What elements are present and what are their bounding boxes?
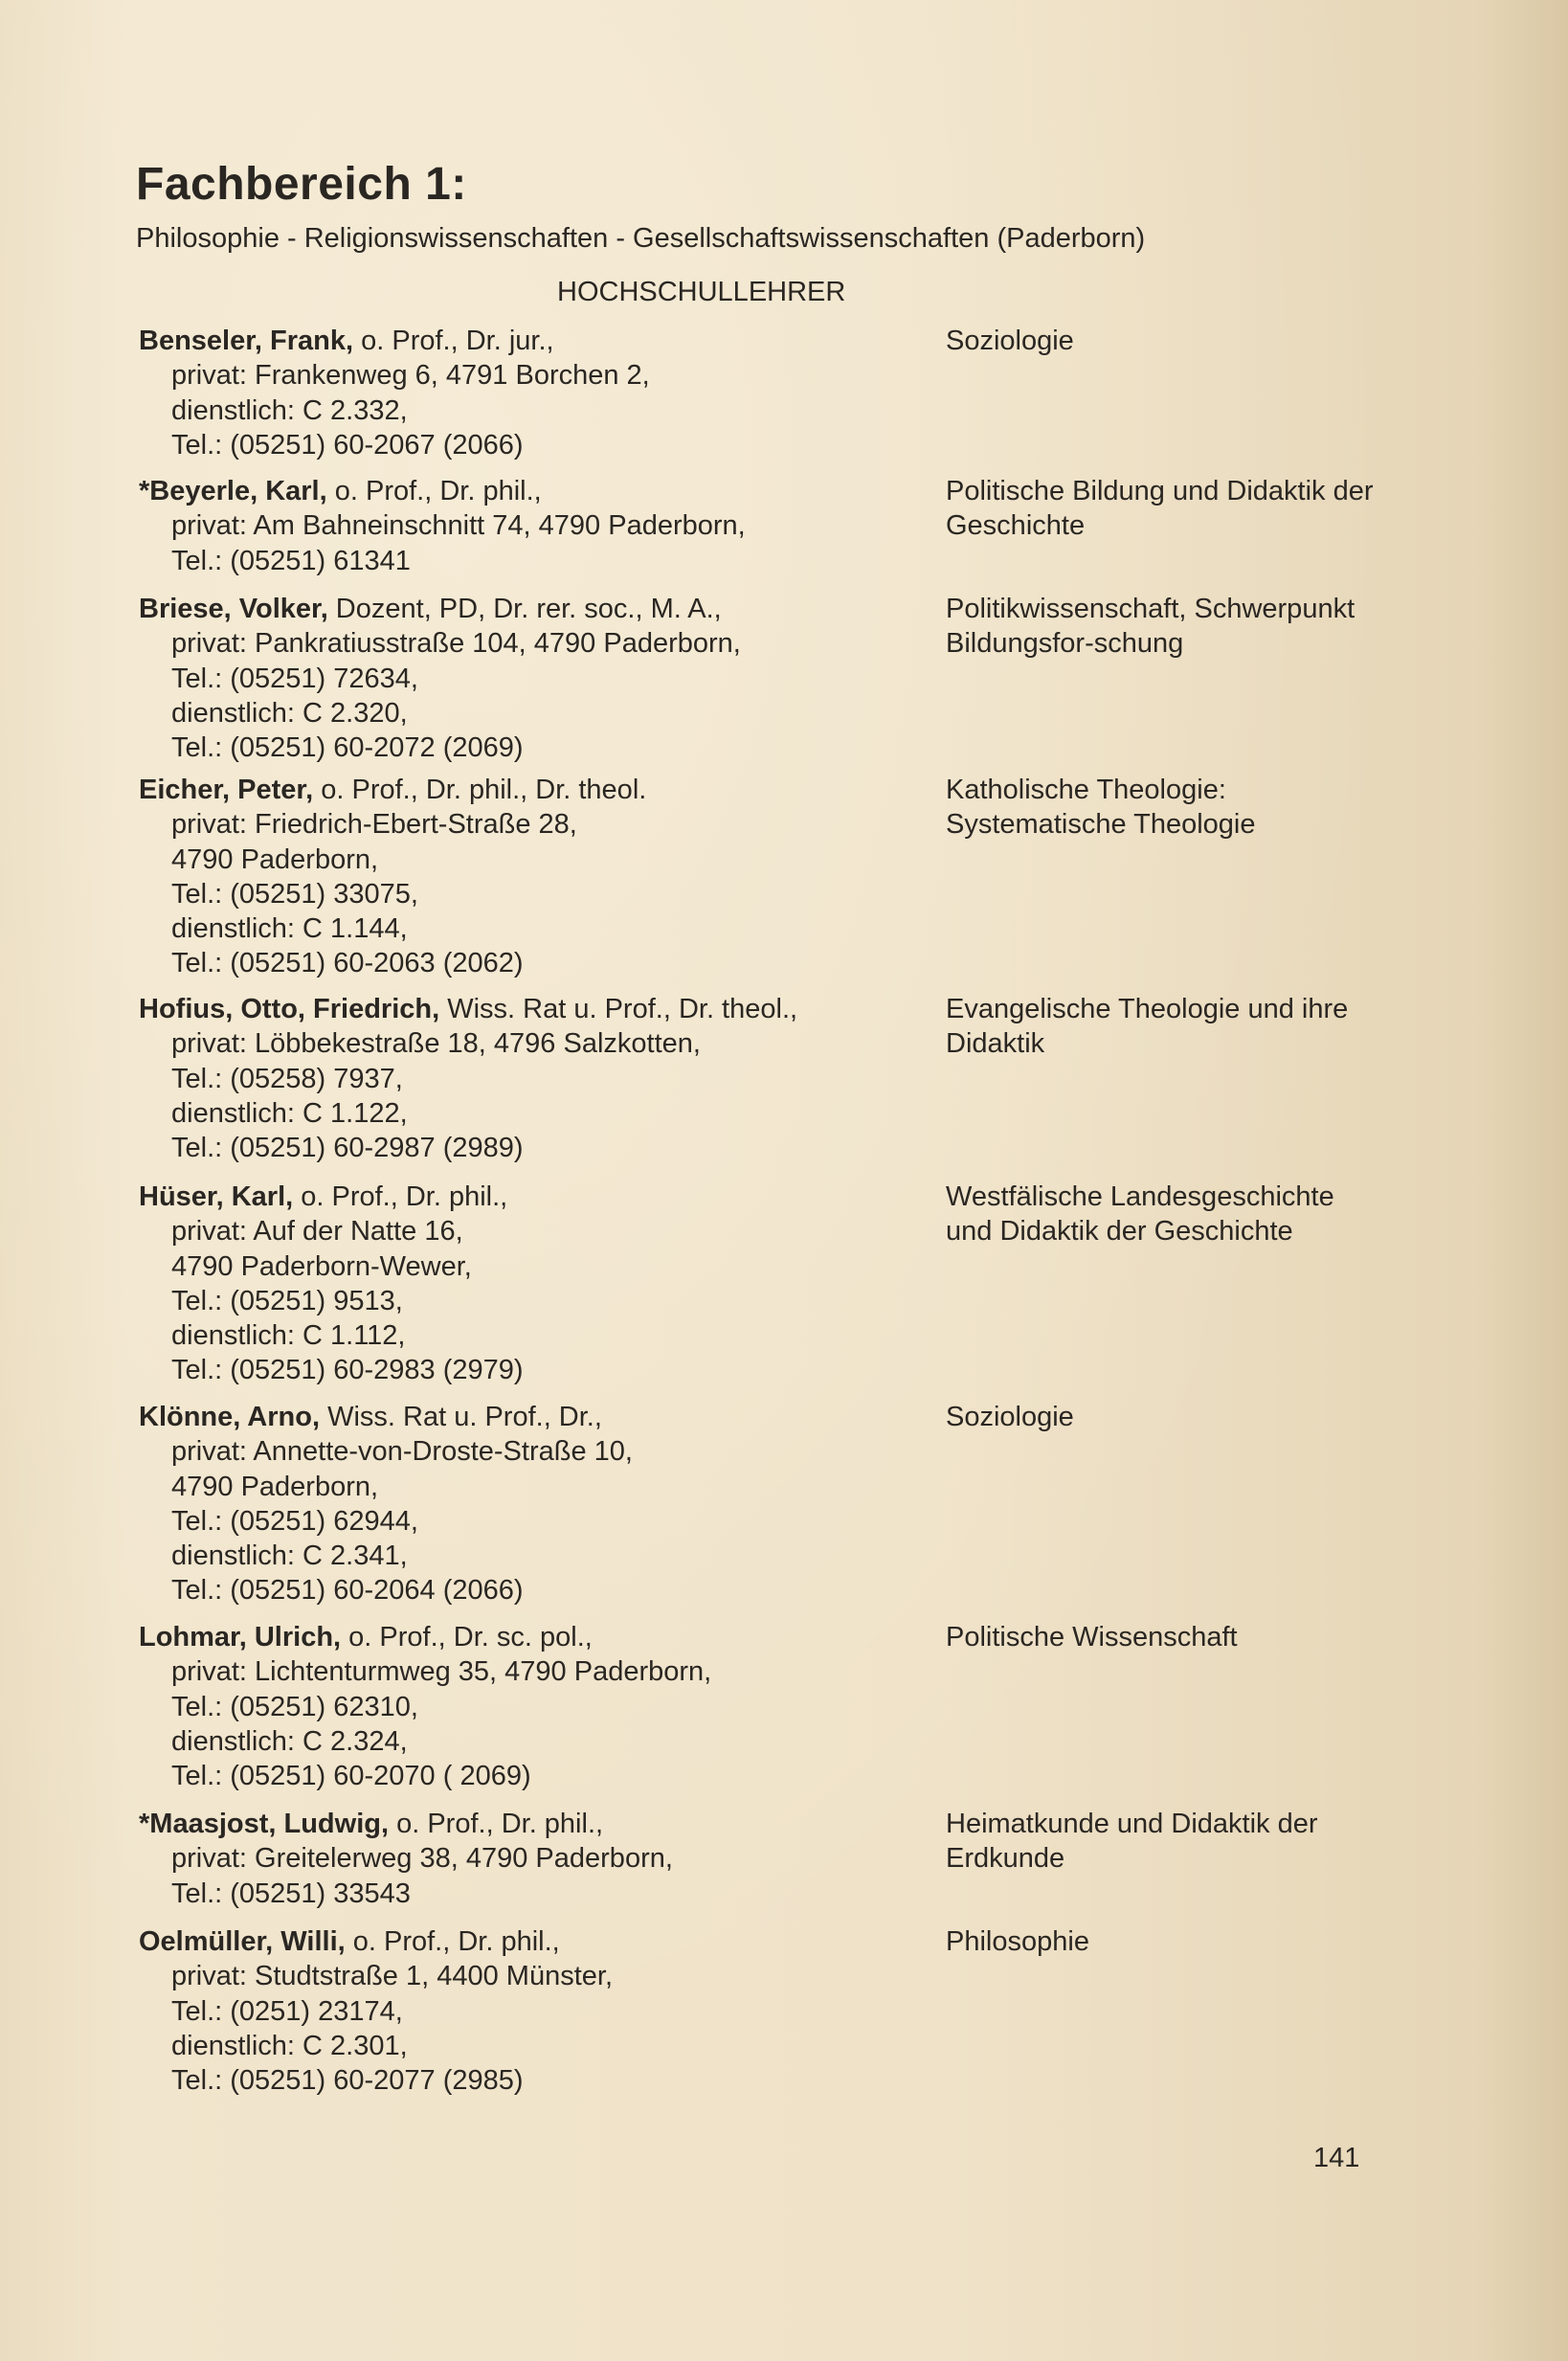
faculty-detail: Tel.: (05251) 62310, bbox=[171, 1691, 418, 1722]
faculty-title: o. Prof., Dr. jur., bbox=[353, 326, 554, 356]
faculty-detail: Tel.: (0251) 23174, bbox=[171, 1995, 403, 2027]
faculty-detail: dienstlich: C 2.341, bbox=[171, 1540, 408, 1572]
faculty-detail: dienstlich: C 2.301, bbox=[171, 2030, 408, 2061]
faculty-detail: Tel.: (05251) 60-2983 (2979) bbox=[171, 1355, 524, 1386]
faculty-detail: Tel.: (05251) 33543 bbox=[171, 1878, 411, 1909]
faculty-name: *Beyerle, Karl, bbox=[139, 476, 327, 506]
faculty-detail: privat: Greitelerweg 38, 4790 Paderborn, bbox=[171, 1843, 673, 1875]
faculty-person bbox=[139, 474, 746, 578]
faculty-subject: Politische Bildung und Didaktik der Geschichte bbox=[946, 476, 1374, 542]
faculty-title: Wiss. Rat u. Prof., Dr., bbox=[320, 1402, 602, 1432]
faculty-name: Benseler, Frank, bbox=[139, 326, 354, 356]
section-heading: HOCHSCHULLEHRER bbox=[557, 277, 846, 307]
faculty-person bbox=[139, 773, 646, 981]
faculty-subject: Politische Wissenschaft bbox=[946, 1622, 1238, 1653]
faculty-person bbox=[139, 324, 650, 462]
faculty-subject: Katholische Theologie: Systematische Theologie bbox=[946, 775, 1256, 841]
faculty-title: o. Prof., Dr. phil., Dr. theol. bbox=[313, 775, 647, 805]
faculty-detail: privat: Löbbekestraße 18, 4796 Salzkotten, bbox=[171, 1028, 701, 1060]
faculty-detail: privat: Lichtenturmweg 35, 4790 Paderborn, bbox=[171, 1656, 712, 1688]
department-heading: Fachbereich 1: bbox=[136, 159, 467, 210]
faculty-title: o. Prof., Dr. phil., bbox=[326, 476, 542, 506]
faculty-person bbox=[139, 992, 797, 1165]
faculty-detail: Tel.: (05251) 72634, bbox=[171, 663, 418, 694]
faculty-detail: dienstlich: C 2.320, bbox=[171, 697, 408, 729]
faculty-detail: 4790 Paderborn, bbox=[171, 843, 379, 875]
faculty-detail: Tel.: (05251) 60-2072 (2069) bbox=[171, 732, 524, 764]
department-subtitle: Philosophie - Religionswissenschaften - Gesellschaftswissenschaften (Paderborn) bbox=[136, 223, 1146, 254]
faculty-name: Oelmüller, Willi, bbox=[139, 1926, 346, 1957]
faculty-detail: Tel.: (05251) 61341 bbox=[171, 545, 411, 576]
faculty-detail: dienstlich: C 1.144, bbox=[171, 913, 408, 945]
faculty-subject: Politikwissenschaft, Schwerpunkt Bildungsfor-schung bbox=[946, 594, 1355, 660]
faculty-name: Lohmar, Ulrich, bbox=[139, 1622, 342, 1653]
faculty-detail: privat: Frankenweg 6, 4791 Borchen 2, bbox=[171, 360, 650, 392]
faculty-detail: privat: Studtstraße 1, 4400 Münster, bbox=[171, 1961, 614, 1992]
faculty-title: Dozent, PD, Dr. rer. soc., M. A., bbox=[327, 594, 722, 624]
faculty-detail: dienstlich: C 1.112, bbox=[171, 1320, 406, 1352]
faculty-person bbox=[139, 1180, 524, 1388]
faculty-title: o. Prof., Dr. phil., bbox=[293, 1181, 508, 1212]
faculty-detail: Tel.: (05251) 60-2987 (2989) bbox=[171, 1133, 524, 1164]
faculty-title: o. Prof., Dr. phil., bbox=[345, 1926, 560, 1957]
faculty-title: Wiss. Rat u. Prof., Dr. theol., bbox=[439, 994, 798, 1024]
faculty-detail: dienstlich: C 2.324, bbox=[171, 1725, 408, 1757]
faculty-detail: dienstlich: C 2.332, bbox=[171, 394, 408, 426]
faculty-person bbox=[139, 592, 741, 765]
faculty-name: Hofius, Otto, Friedrich, bbox=[139, 994, 440, 1024]
faculty-detail: Tel.: (05251) 9513, bbox=[171, 1285, 403, 1316]
faculty-detail: Tel.: (05251) 60-2077 (2985) bbox=[171, 2065, 524, 2097]
faculty-detail: Tel.: (05251) 60-2064 (2066) bbox=[171, 1575, 524, 1607]
faculty-subject: Evangelische Theologie und ihre Didaktik bbox=[946, 994, 1349, 1060]
faculty-subject: Soziologie bbox=[946, 326, 1074, 356]
faculty-person bbox=[139, 1924, 613, 2098]
faculty-title: o. Prof., Dr. phil., bbox=[389, 1809, 604, 1839]
faculty-detail: Tel.: (05251) 60-2070 ( 2069) bbox=[171, 1761, 531, 1792]
page-number: 141 bbox=[1313, 2143, 1360, 2173]
faculty-detail: Tel.: (05251) 33075, bbox=[171, 878, 418, 910]
faculty-person bbox=[139, 1400, 633, 1608]
faculty-name: Eicher, Peter, bbox=[139, 775, 314, 805]
faculty-detail: 4790 Paderborn-Wewer, bbox=[171, 1250, 472, 1282]
faculty-detail: privat: Friedrich-Ebert-Straße 28, bbox=[171, 809, 577, 841]
faculty-detail: privat: Am Bahneinschnitt 74, 4790 Paderborn, bbox=[171, 510, 746, 542]
faculty-detail: privat: Pankratiusstraße 104, 4790 Paderborn, bbox=[171, 628, 741, 660]
faculty-detail: 4790 Paderborn, bbox=[171, 1471, 379, 1502]
faculty-person bbox=[139, 1807, 673, 1911]
faculty-detail: Tel.: (05251) 62944, bbox=[171, 1505, 418, 1537]
faculty-detail: Tel.: (05258) 7937, bbox=[171, 1063, 403, 1094]
faculty-title: o. Prof., Dr. sc. pol., bbox=[341, 1622, 593, 1653]
faculty-detail: Tel.: (05251) 60-2063 (2062) bbox=[171, 948, 524, 979]
faculty-detail: dienstlich: C 1.122, bbox=[171, 1097, 408, 1129]
faculty-name: Hüser, Karl, bbox=[139, 1181, 294, 1212]
faculty-subject: Soziologie bbox=[946, 1402, 1074, 1432]
faculty-name: *Maasjost, Ludwig, bbox=[139, 1809, 390, 1839]
faculty-name: Briese, Volker, bbox=[139, 594, 328, 624]
faculty-person bbox=[139, 1620, 711, 1793]
faculty-detail: privat: Auf der Natte 16, bbox=[171, 1216, 463, 1248]
faculty-detail: privat: Annette-von-Droste-Straße 10, bbox=[171, 1436, 633, 1468]
faculty-subject: Westfälische Landesgeschichte und Didaktik der Geschichte bbox=[946, 1181, 1334, 1248]
faculty-subject: Heimatkunde und Didaktik der Erdkunde bbox=[946, 1809, 1318, 1875]
faculty-name: Klönne, Arno, bbox=[139, 1402, 321, 1432]
faculty-subject: Philosophie bbox=[946, 1926, 1089, 1957]
faculty-detail: Tel.: (05251) 60-2067 (2066) bbox=[171, 429, 524, 461]
